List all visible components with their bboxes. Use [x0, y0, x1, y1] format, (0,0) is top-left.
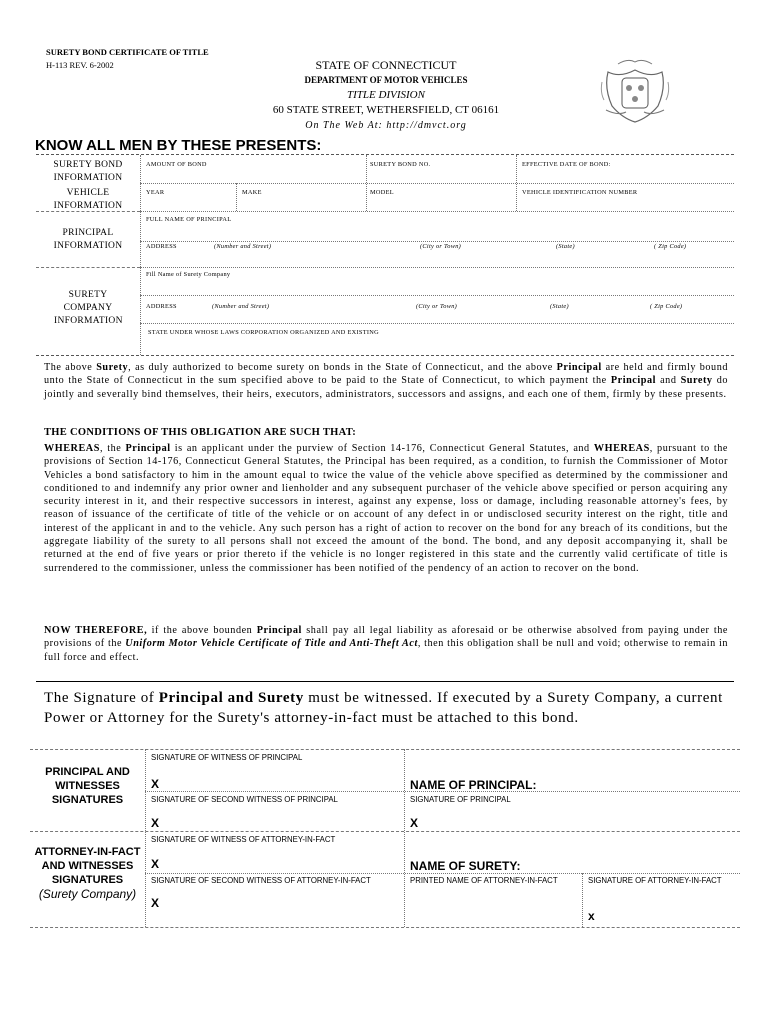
effective-date-field[interactable]: EFFECTIVE DATE OF BOND:: [522, 161, 611, 168]
witness-of-principal-signature[interactable]: X: [151, 777, 160, 791]
state-of-incorporation-field[interactable]: STATE UNDER WHOSE LAWS CORPORATION ORGANIZED AND EXISTING: [148, 329, 379, 336]
state-name: STATE OF CONNECTICUT: [315, 58, 457, 72]
now-therefore-paragraph: NOW THEREFORE, if the above bounden Principal shall pay all legal liability as aforesaid or be otherwise absolved from paying under the provisions of the Uniform Motor Vehicle Certificate of Title and Anti-Theft Act, then this obligation shall be null and void; otherwise to remain in full force and effect.: [44, 625, 728, 663]
principal-signature[interactable]: X: [410, 816, 419, 830]
principal-information-label: PRINCIPAL INFORMATION: [53, 228, 123, 251]
whereas-paragraph: WHEREAS, the Principal is an applicant under the purview of Section 14-176, Connecticut General Statutes, and WHEREAS, pursuant to the provisions of Section 14-176, Connecticut General Statutes, the Principal has been required, as a condition, to furnish the Commissioner of Motor Vehicles a bond satisfactory to him in the amount equal to twice the value of the vehicle above specified as determined by the commissioner and conditioned to and indemnify any prior owner and lienholder and any subsequent purchaser of the vehicle above specified or person acquiring any security interest in it, and their respective successors in interest, against any expense, loss or damage, including reasonable attorney's fees, by reason of issuance of the certificate of title of the vehicle or on account of any defect in or undisclosed security interest on the right, title and interest of the applicant in and to the vehicle. Any such person has a right of action to recover on the bond for any breach of its conditions, but the aggregate liability of the surety to all persons shall not exceed the amount of the bond. The bond, and any deposit accompanying it, shall be returned at the end of five years or prior thereto if the vehicle is no longer registered in this state and the currently valid certificate of title is surrendered to the commissioner, unless the commissioner has been notified of the pendency of an action to recover on the bond.: [44, 443, 728, 574]
witness-of-principal-caption: SIGNATURE OF WITNESS OF PRINCIPAL: [151, 753, 303, 762]
department-name: DEPARTMENT OF MOTOR VEHICLES: [304, 75, 468, 85]
form-identifier: [46, 46, 209, 72]
agency-header: [250, 58, 522, 133]
surety-city-hint: (City or Town): [416, 303, 458, 310]
surety-state-hint: (State): [550, 303, 569, 310]
principal-city-hint: (City or Town): [420, 243, 462, 250]
principal-witnesses-label: PRINCIPAL AND WITNESSES SIGNATURES: [45, 766, 130, 806]
know-all-men-heading: KNOW ALL MEN BY THESE PRESENTS:: [35, 137, 322, 154]
obligation-paragraph: The above Surety, as duly authorized to become surety on bonds in the State of Connecticut, and the above Principal are held and firmly bound unto the State of Connecticut in the sum specified above to be paid to the State of Connecticut, to which payment the Principal and Surety do jointly and severally bind themselves, their heirs, executors, administrators, successors and assigns, and each one of them, firmly by these presents.: [44, 362, 728, 400]
surety-street-hint: (Number and Street): [212, 303, 270, 310]
surety-company-information-label: SURETY COMPANY INFORMATION: [54, 290, 123, 326]
division-name: TITLE DIVISION: [347, 89, 425, 101]
surety-bond-number-field[interactable]: SURETY BOND NO.: [370, 161, 431, 168]
section-divider: [36, 681, 734, 682]
amount-of-bond-field[interactable]: AMOUNT OF BOND: [146, 161, 207, 168]
second-witness-attorney-caption: SIGNATURE OF SECOND WITNESS OF ATTORNEY-IN-FACT: [151, 876, 371, 885]
vehicle-information-label: VEHICLE INFORMATION: [53, 188, 123, 211]
form-revision: H-113 REV. 6-2002: [46, 60, 114, 70]
witness-of-attorney-signature[interactable]: X: [151, 857, 160, 871]
attorney-signature-caption: SIGNATURE OF ATTORNEY-IN-FACT: [588, 876, 722, 885]
principal-street-hint: (Number and Street): [214, 243, 272, 250]
agency-address: 60 STATE STREET, WETHERSFIELD, CT 06161: [272, 104, 500, 116]
form-title: SURETY BOND CERTIFICATE OF TITLE: [46, 47, 209, 57]
vehicle-make-field[interactable]: MAKE: [242, 189, 262, 196]
second-witness-principal-caption: SIGNATURE OF SECOND WITNESS OF PRINCIPAL: [151, 795, 338, 804]
second-witness-principal-signature[interactable]: X: [151, 816, 160, 830]
surety-bond-information-label: SURETY BOND INFORMATION: [53, 160, 123, 183]
principal-full-name-field[interactable]: FULL NAME OF PRINCIPAL: [146, 216, 232, 223]
principal-zip-hint: ( Zip Code): [654, 243, 687, 250]
bond-information-form: [36, 154, 734, 356]
signature-table: [30, 749, 740, 927]
vehicle-year-field[interactable]: YEAR: [146, 189, 165, 196]
principal-address-field[interactable]: ADDRESS: [146, 243, 177, 250]
state-seal-icon: [598, 52, 672, 126]
second-witness-attorney-signature[interactable]: X: [151, 896, 160, 910]
signature-instructions: The Signature of Principal and Surety must be witnessed. If executed by a Surety Company, a current Power or Attorney for the Surety's attorney-in-fact must be attached to this bond.: [44, 690, 723, 726]
surety-zip-hint: ( Zip Code): [650, 303, 683, 310]
vin-field[interactable]: VEHICLE IDENTIFICATION NUMBER: [522, 189, 638, 196]
witness-of-attorney-caption: SIGNATURE OF WITNESS OF ATTORNEY-IN-FACT: [151, 835, 336, 844]
principal-state-hint: (State): [556, 243, 575, 250]
name-of-surety-field[interactable]: NAME OF SURETY:: [410, 859, 521, 873]
attorney-witnesses-label: ATTORNEY-IN-FACT AND WITNESSES SIGNATURES (Surety Company): [34, 846, 141, 901]
principal-signature-caption: SIGNATURE OF PRINCIPAL: [410, 795, 511, 804]
printed-name-attorney-caption[interactable]: PRINTED NAME OF ATTORNEY-IN-FACT: [410, 876, 558, 885]
surety-company-name-field[interactable]: Fill Name of Surety Company: [146, 271, 231, 278]
conditions-heading: THE CONDITIONS OF THIS OBLIGATION ARE SUCH THAT:: [44, 427, 357, 438]
vehicle-model-field[interactable]: MODEL: [370, 189, 394, 196]
attorney-signature[interactable]: x: [588, 909, 595, 923]
name-of-principal-field[interactable]: NAME OF PRINCIPAL:: [410, 778, 537, 792]
agency-website: On The Web At: http://dmvct.org: [305, 120, 467, 131]
surety-address-field[interactable]: ADDRESS: [146, 303, 177, 310]
